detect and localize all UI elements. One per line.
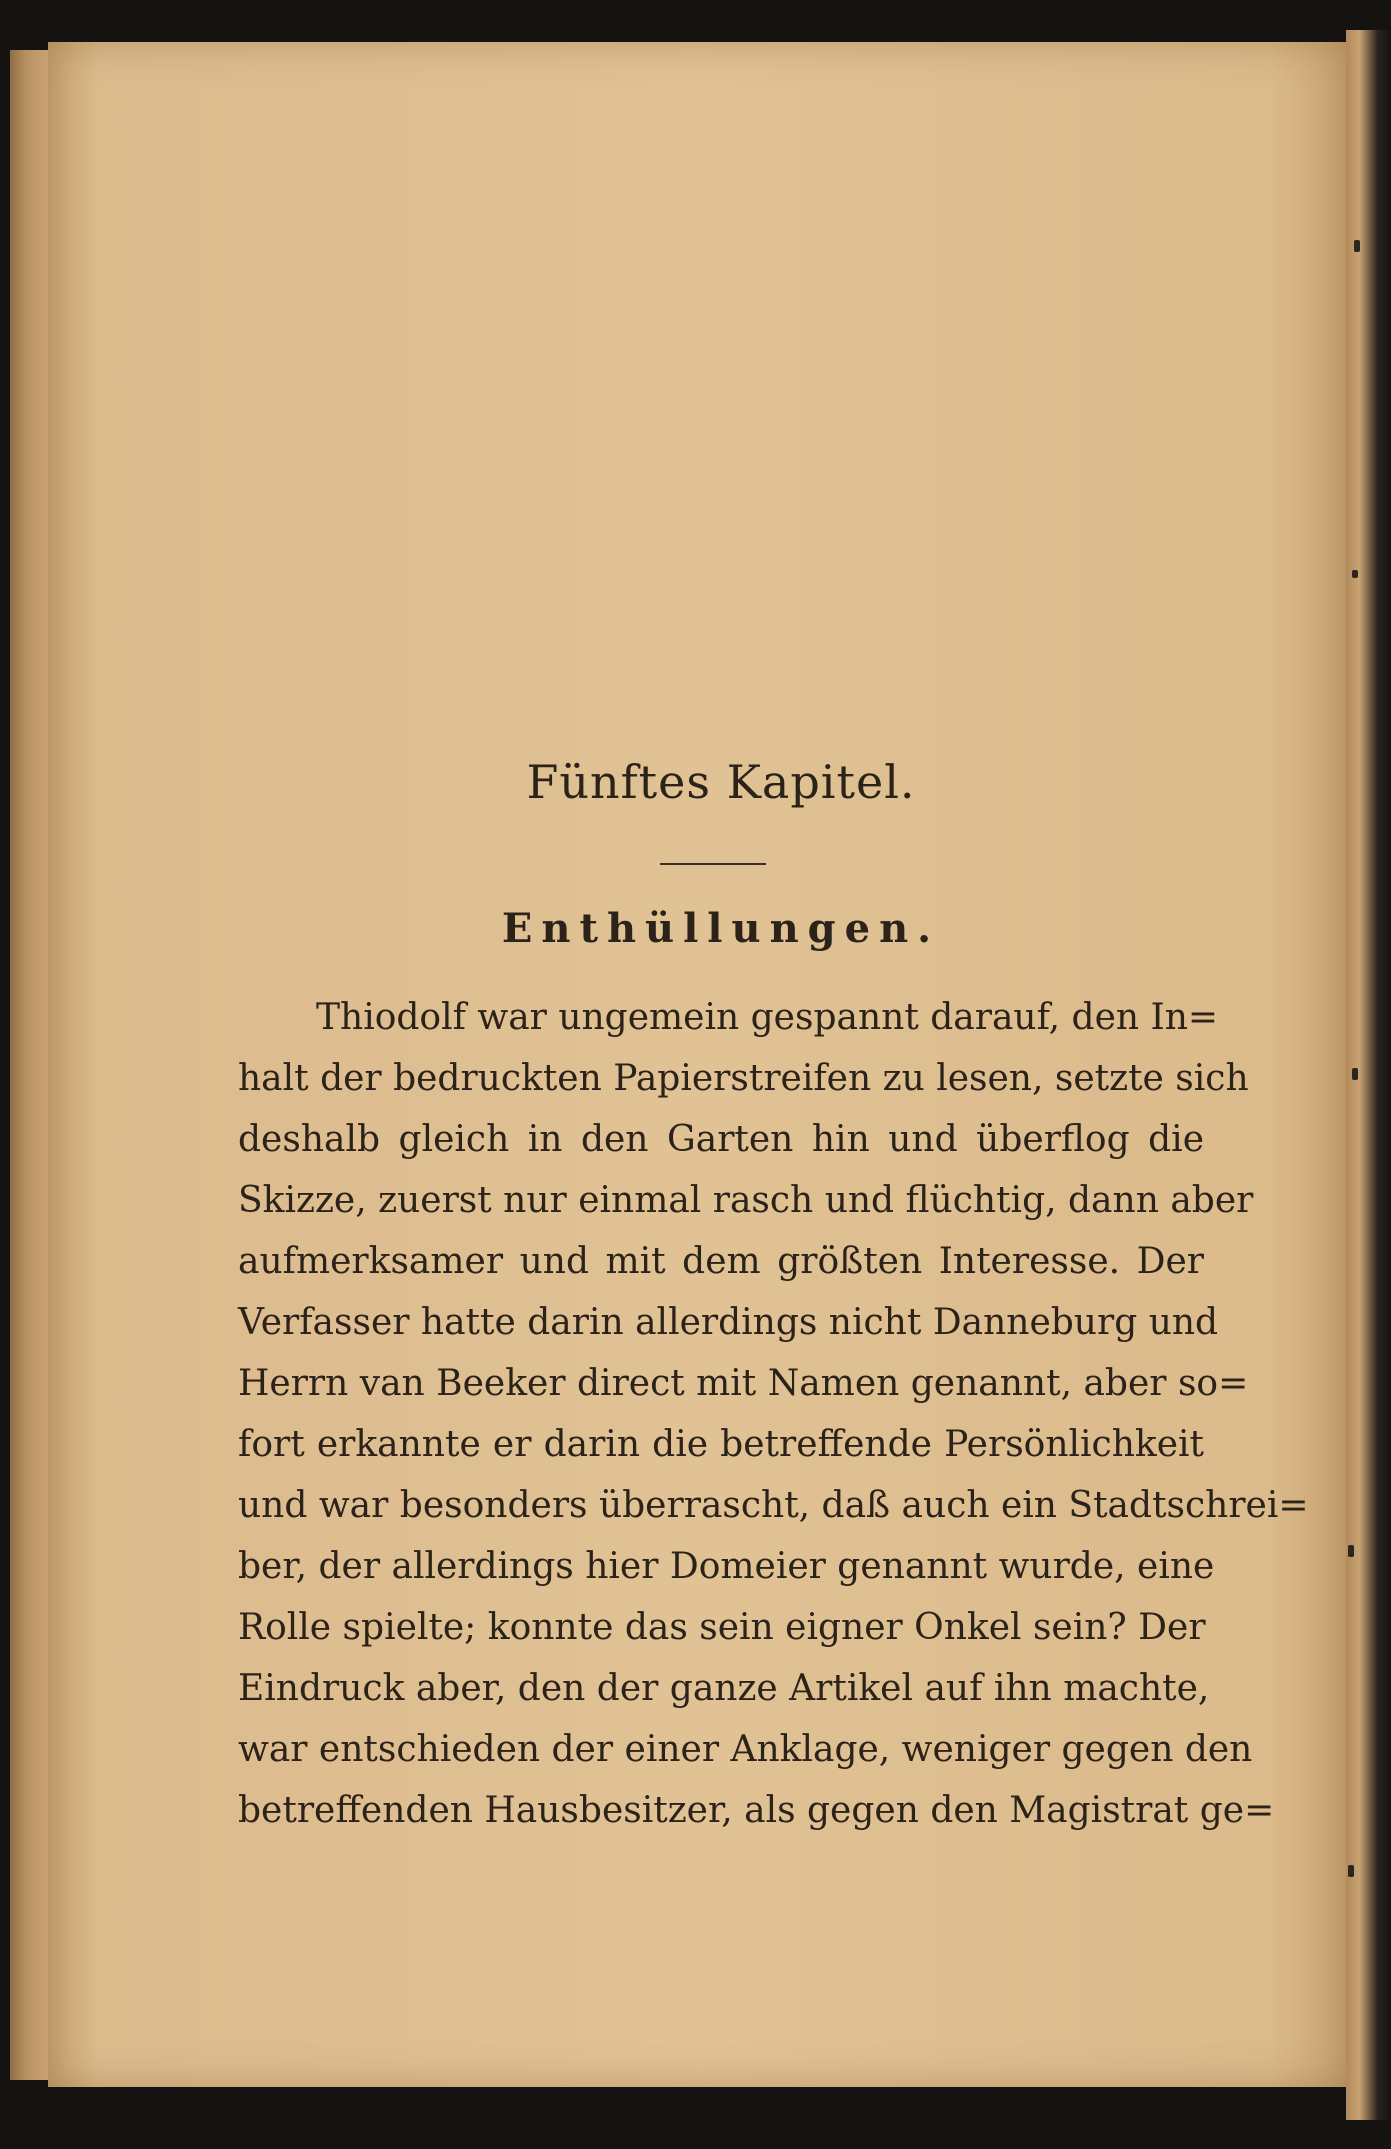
page-speck	[1352, 1068, 1358, 1080]
page-speck	[1348, 1865, 1354, 1877]
text-line: fort erkannte er darin die betreffende Persönlichkeit	[238, 1424, 1204, 1465]
text-line: deshalb gleich in den Garten hin und überflog die	[238, 1119, 1204, 1160]
page-edge-left	[10, 50, 50, 2080]
page-speck	[1352, 570, 1358, 578]
page-speck	[1348, 1545, 1354, 1557]
chapter-subtitle: Enthüllungen.	[501, 905, 941, 952]
chapter-title: Fünftes Kapitel.	[526, 755, 916, 809]
page-speck	[1354, 240, 1360, 252]
body-text	[238, 987, 1309, 1841]
text-line: Rolle spielte; konnte das sein eigner Onkel sein? Der	[238, 1607, 1206, 1648]
text-line: und war besonders überrascht, daß auch ein Stadtschrei=	[238, 1485, 1309, 1526]
text-line: Eindruck aber, den der ganze Artikel auf ihn machte,	[238, 1668, 1210, 1709]
text-line: ber, der allerdings hier Domeier genannt wurde, eine	[238, 1546, 1215, 1587]
text-line: aufmerksamer und mit dem größten Interesse. Der	[238, 1241, 1204, 1282]
text-line: Thiodolf war ungemein gespannt darauf, den In=	[316, 997, 1219, 1038]
text-line: Verfasser hatte darin allerdings nicht Danneburg und	[238, 1302, 1219, 1343]
title-divider	[660, 863, 766, 865]
text-line: war entschieden der einer Anklage, weniger gegen den	[238, 1729, 1253, 1770]
text-line: halt der bedruckten Papierstreifen zu lesen, setzte sich	[238, 1058, 1249, 1099]
text-line: Skizze, zuerst nur einmal rasch und flüchtig, dann aber	[238, 1180, 1254, 1221]
text-line: Herrn van Beeker direct mit Namen genannt, aber so=	[238, 1363, 1249, 1404]
text-line: betreffenden Hausbesitzer, als gegen den Magistrat ge=	[238, 1790, 1275, 1831]
